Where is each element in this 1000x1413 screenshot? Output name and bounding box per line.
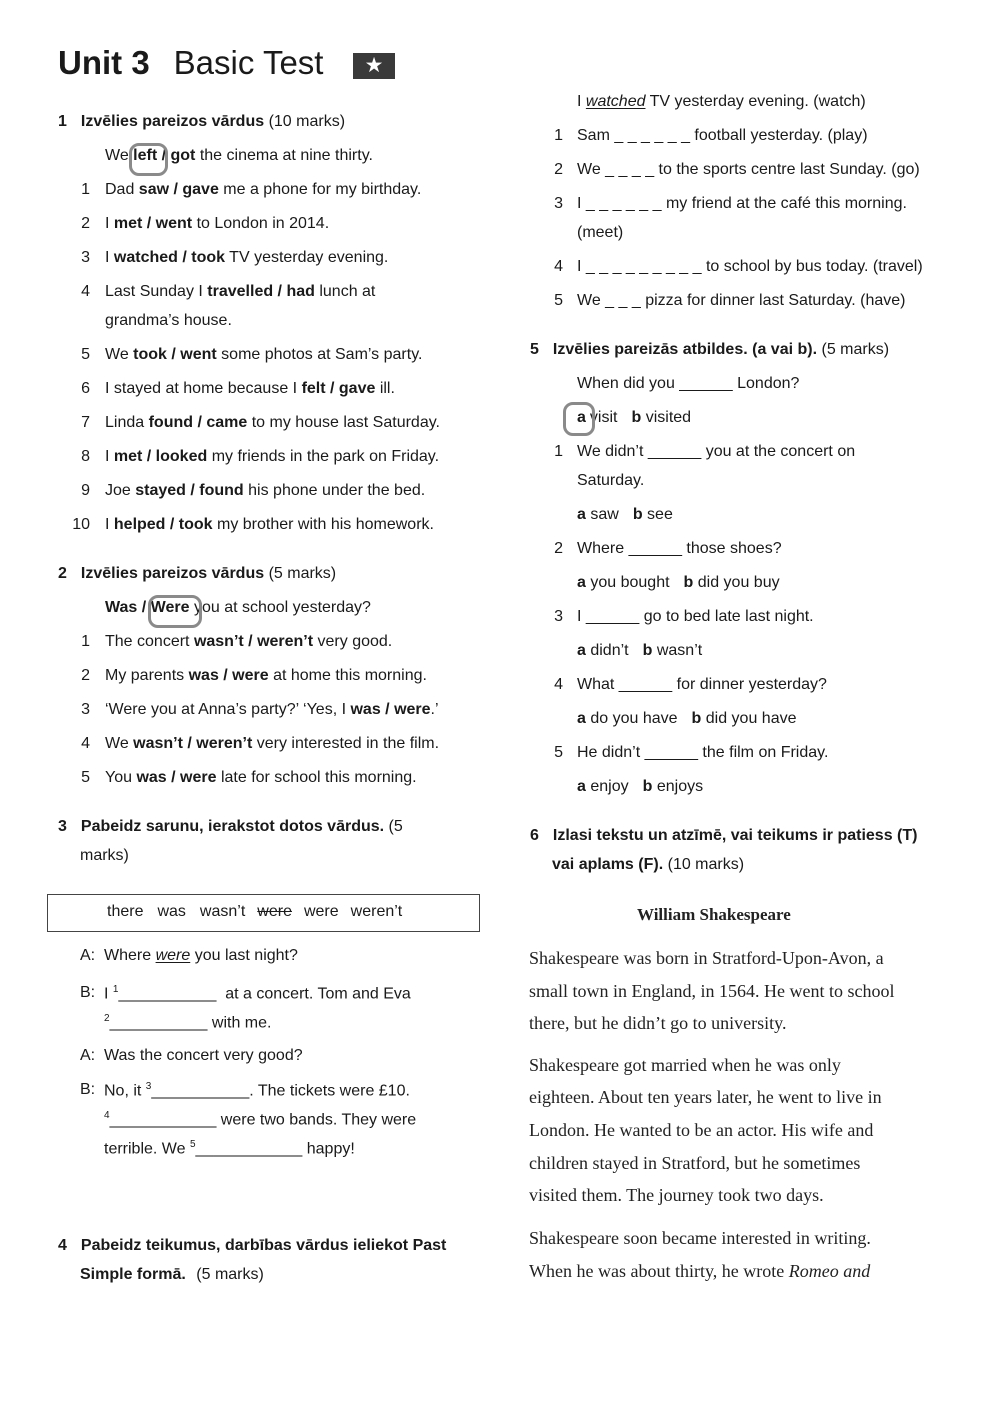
dialogue-line-b2-cont[interactable]: $^4$____________ were two bands. They were: [104, 1110, 417, 1129]
reading-line: Shakespeare was born in Stratford-Upon-Avon, a: [529, 948, 884, 968]
s1-item-number: 1: [81, 181, 90, 198]
speaker-label: B:: [80, 1081, 96, 1098]
s4-item-1[interactable]: Sam _ _ _ _ _ _ football yesterday. (play): [577, 127, 868, 144]
blank-4: ____________: [109, 1111, 217, 1129]
s1-item-number: 7: [81, 414, 90, 431]
s1-item-9[interactable]: Joe stayed / found his phone under the bed.: [105, 482, 426, 499]
s1-item-3[interactable]: I watched / took TV yesterday evening.: [105, 249, 389, 266]
s2-item-number: 2: [81, 667, 90, 684]
example-answer-circle: [148, 595, 202, 628]
s2-item-5[interactable]: You was / were late for school this morning.: [105, 769, 417, 786]
s1-item-number: 9: [81, 482, 90, 499]
s5-q4: What ______ for dinner yesterday?: [577, 676, 827, 693]
speaker-label: B:: [80, 984, 96, 1001]
word-box-words: there was wasn’t were were weren’t: [107, 903, 403, 920]
unit-label: Unit 3: [58, 44, 150, 81]
s4-item-5[interactable]: We _ _ _ pizza for dinner last Saturday. (have): [577, 292, 906, 309]
used-word: were: [257, 903, 292, 920]
dialogue-line-b2[interactable]: No, it $^3$___________. The tickets were £10.: [104, 1081, 410, 1100]
reading-title: William Shakespeare: [637, 905, 791, 924]
s5-item-number: 2: [554, 540, 563, 557]
s1-item-10[interactable]: I helped / took my brother with his homework.: [105, 516, 434, 533]
speaker-label: A:: [80, 947, 96, 964]
s1-item-1[interactable]: Dad saw / gave me a phone for my birthday.: [105, 181, 422, 198]
blank-3: ___________: [151, 1082, 250, 1100]
s1-item-7[interactable]: Linda found / came to my house last Saturday.: [105, 414, 440, 431]
reading-line: eighteen. About ten years later, he went to live in: [529, 1087, 882, 1107]
s1-item-number: 3: [81, 249, 90, 266]
s5-item-number: 5: [554, 744, 563, 761]
s5-item-number: 3: [554, 608, 563, 625]
s4-item-number: 3: [554, 195, 563, 212]
s4-item-number: 4: [554, 258, 563, 275]
s4-example: I watched TV yesterday evening. (watch): [577, 93, 866, 110]
s1-item-number: 8: [81, 448, 90, 465]
dialogue-line-a1: Where were you last night?: [104, 947, 298, 964]
s3-heading: 3 Pabeidz sarunu, ierakstot dotos vārdus. (5: [58, 818, 403, 835]
s1-item-4-line2: grandma’s house.: [105, 312, 232, 329]
s2-item-1[interactable]: The concert wasn’t / weren’t very good.: [105, 633, 393, 650]
s5-q3-options[interactable]: a didn’t b wasn’t: [577, 642, 703, 659]
s6-heading-cont: vai aplams (F). (10 marks): [552, 856, 745, 873]
s2-item-number: 1: [81, 633, 90, 650]
s1-item-8[interactable]: I met / looked my friends in the park on Friday.: [105, 448, 440, 465]
s1-heading: 1 Izvēlies pareizos vārdus (10 marks): [58, 113, 346, 130]
s4-item-number: 1: [554, 127, 563, 144]
s4-item-number: 2: [554, 161, 563, 178]
dialogue-line-b2-end[interactable]: terrible. We $^5$____________ happy!: [104, 1139, 355, 1158]
s5-q3: I ______ go to bed late last night.: [577, 608, 814, 625]
reading-line: London. He wanted to be an actor. His wife and: [529, 1120, 874, 1140]
s4-item-number: 5: [554, 292, 563, 309]
s5-q4-options[interactable]: a do you have b did you have: [577, 710, 797, 727]
s2-example: Was / Were you at school yesterday?: [105, 599, 371, 616]
dialogue-line-b1-cont[interactable]: $^2$___________ with me.: [104, 1013, 272, 1032]
s5-q1-options[interactable]: a saw b see: [577, 506, 673, 523]
s1-item-number: 10: [72, 516, 90, 533]
s4-item-2[interactable]: We _ _ _ _ to the sports centre last Sunday. (go): [577, 161, 920, 178]
s4-item-3[interactable]: I _ _ _ _ _ _ my friend at the café this morning.: [577, 195, 907, 212]
reading-line: children stayed in Stratford, but he sometimes: [529, 1153, 861, 1173]
dialogue-line-b1[interactable]: I $^1$___________ at a concert. Tom and Eva: [104, 984, 411, 1003]
s1-item-5[interactable]: We took / went some photos at Sam’s party.: [105, 346, 423, 363]
reading-line: small town in England, in 1564. He went to school: [529, 981, 895, 1001]
s2-item-2[interactable]: My parents was / were at home this morning.: [105, 667, 427, 684]
dialogue-line-a2: Was the concert very good?: [104, 1047, 303, 1064]
test-title: Basic Test: [173, 44, 324, 81]
s2-item-4[interactable]: We wasn’t / weren’t very interested in the film.: [105, 735, 440, 752]
example-answer-circle: [563, 402, 595, 436]
s2-heading: 2 Izvēlies pareizos vārdus (5 marks): [58, 565, 337, 582]
s1-item-number: 6: [81, 380, 90, 397]
s5-example-options: a visit b visited: [577, 409, 692, 426]
example-answer-circle: [129, 143, 168, 176]
s5-example-question: When did you ______ London?: [577, 375, 800, 392]
s4-item-4[interactable]: I _ _ _ _ _ _ _ _ _ to school by bus today. (travel): [577, 258, 923, 275]
blank-5: ____________: [195, 1140, 303, 1158]
s2-item-number: 3: [81, 701, 90, 718]
s5-item-number: 1: [554, 443, 563, 460]
s5-heading: 5 Izvēlies pareizās atbildes. (a vai b). (5 marks): [530, 341, 890, 358]
s1-item-number: 4: [81, 283, 90, 300]
s4-heading-cont: Simple formā. (5 marks): [80, 1266, 264, 1283]
s3-marks: marks): [80, 847, 129, 864]
s5-q1-line2: Saturday.: [577, 472, 645, 489]
reading-line: visited them. The journey took two days.: [529, 1185, 824, 1205]
reading-line: Shakespeare soon became interested in writing.: [529, 1228, 871, 1248]
s5-q2: Where ______ those shoes?: [577, 540, 782, 557]
s1-item-2[interactable]: I met / went to London in 2014.: [105, 215, 330, 232]
s5-q5: He didn’t ______ the film on Friday.: [577, 744, 829, 761]
star-icon: ★: [353, 53, 395, 79]
page-title: [58, 44, 323, 82]
s1-item-number: 5: [81, 346, 90, 363]
s2-item-number: 4: [81, 735, 90, 752]
s4-heading: 4 Pabeidz teikumus, darbības vārdus ieliekot Past: [58, 1237, 447, 1254]
s5-q1: We didn’t ______ you at the concert on: [577, 443, 856, 460]
s1-item-6[interactable]: I stayed at home because I felt / gave ill.: [105, 380, 395, 397]
reading-line: Shakespeare got married when he was only: [529, 1055, 841, 1075]
reading-line-last: When he was about thirty, he wrote Romeo and: [529, 1261, 871, 1281]
s1-item-4[interactable]: Last Sunday I travelled / had lunch at: [105, 283, 376, 300]
s4-item-3-line2: (meet): [577, 224, 624, 241]
s1-item-number: 2: [81, 215, 90, 232]
s1-example: We left / got the cinema at nine thirty.: [105, 147, 373, 164]
s5-q2-options[interactable]: a you bought b did you buy: [577, 574, 780, 591]
reading-line: there, but he didn’t go to university.: [529, 1013, 787, 1033]
s5-item-number: 4: [554, 676, 563, 693]
s5-q5-options[interactable]: a enjoy b enjoys: [577, 778, 704, 795]
s2-item-3[interactable]: ‘Were you at Anna’s party?’ ‘Yes, I was / were.’: [105, 701, 439, 718]
blank-1: ___________: [118, 985, 217, 1003]
s6-heading: 6 Izlasi tekstu un atzīmē, vai teikums ir patiess (T): [530, 827, 918, 844]
speaker-label: A:: [80, 1047, 96, 1064]
s2-item-number: 5: [81, 769, 90, 786]
blank-2: ___________: [109, 1014, 208, 1032]
